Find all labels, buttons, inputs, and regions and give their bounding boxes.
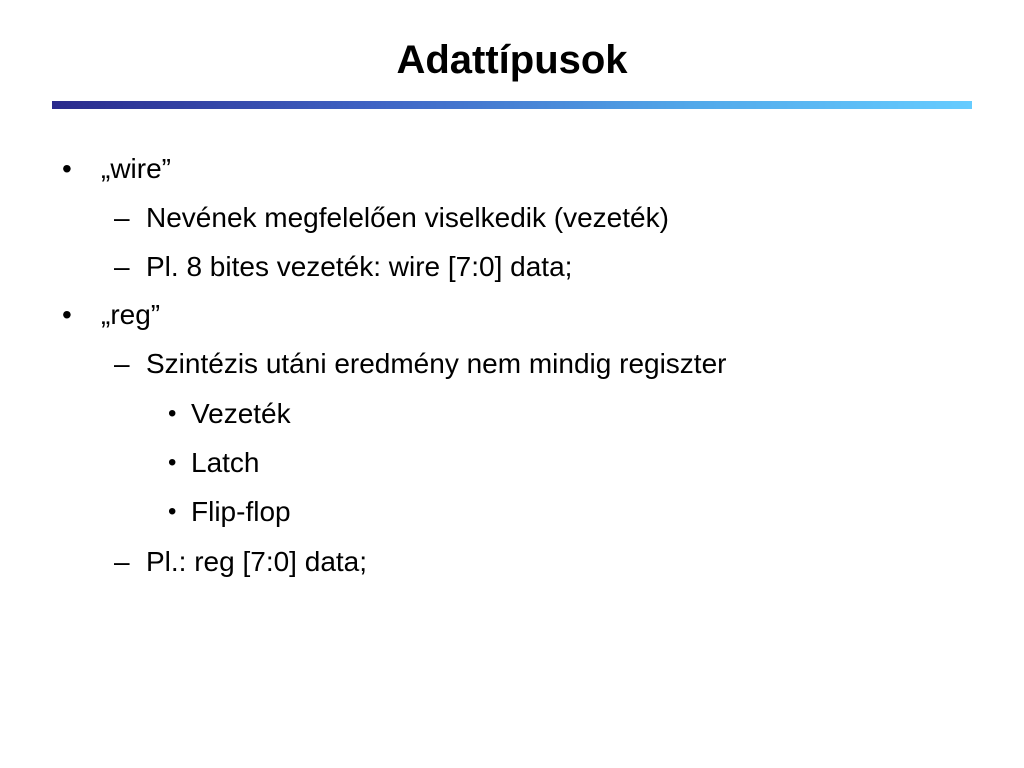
dash-marker: – [114,251,130,282]
sub-item-wire-behavior: Nevének megfelelően viselkedik (vezeték) [146,202,669,233]
bullet-marker: • [62,299,72,330]
dash-marker: – [114,202,130,233]
sub-sub-item-flip-flop: Flip-flop [191,496,291,527]
sub-bullet-marker: • [168,400,177,427]
bullet-reg: „reg” [101,299,161,330]
sub-sub-item-vezetek: Vezeték [191,398,291,429]
sub-item-reg-synthesis: Szintézis utáni eredmény nem mindig regiszter [146,348,727,379]
bullet-wire: „wire” [101,153,171,184]
sub-item-reg-example: Pl.: reg [7:0] data; [146,546,368,577]
dash-marker: – [114,546,130,577]
bullet-marker: • [62,153,72,184]
dash-marker: – [114,348,130,379]
sub-item-wire-example: Pl. 8 bites vezeték: wire [7:0] data; [146,251,573,282]
sub-bullet-marker: • [168,498,177,525]
sub-bullet-marker: • [168,449,177,476]
sub-sub-item-latch: Latch [191,447,260,478]
slide-title: Adattípusok [396,38,628,82]
